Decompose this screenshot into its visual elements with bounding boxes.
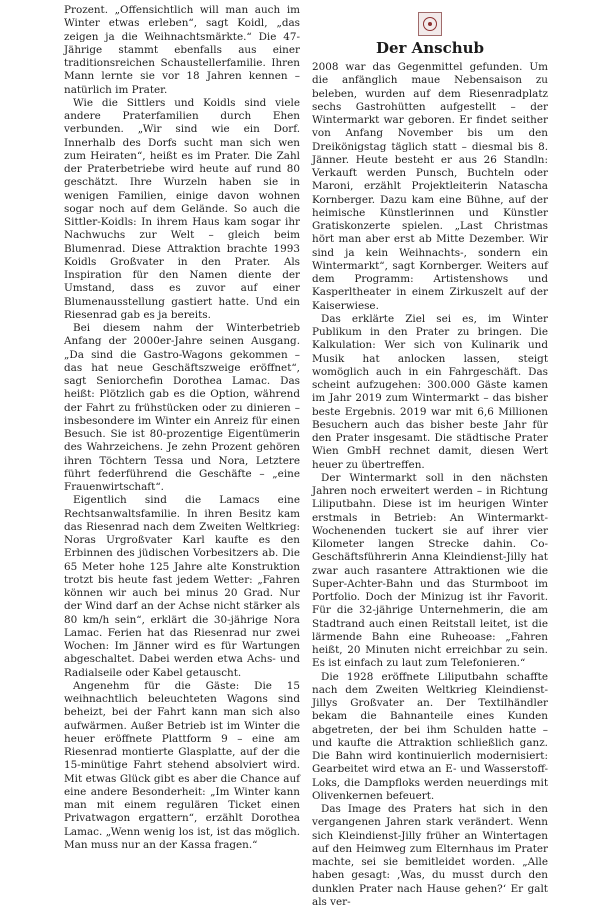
paragraph: 2008 war das Gegenmittel gefunden. Um die anfänglich maue Nebensaison zu beleben, wurden auf dem Riesenradplatz sechs Gastrohütten aufgestellt – der Wintermarkt war geboren. Er findet seither von Anfang November bis um den Dreikönigstag täglich statt – diesmal bis 8. Jänner. Heute besteht er aus 26 Standln: Verkauft werden Punsch, Buchteln oder Maroni, erzählt Projektleiterin Natascha Kornberger. Dazu kam eine Bühne, auf der heimische Künstlerinnen und Künstler Gratiskonzerte spielen. „Last Christmas hört man aber erst ab Mitte Dezember. Wir sind ja kein Weihnachts-, sondern ein Wintermarkt“, sagt Kornberger. Weiters auf dem Programm: Artistenshows und Kasperltheater in einem Zirkuszelt auf der Kaiserwiese.	[312, 61, 548, 312]
paragraph: Eigentlich sind die Lamacs eine Rechtsanwaltsfamilie. In ihren Besitz kam das Riesenrad nach dem Zweiten Weltkrieg: Noras Urgroßvater Karl kaufte es den Erbinnen des jüdischen Vorbesitzers ab. Die 65 Meter hohe 125 Jahre alte Konstruktion trotzt bis heute fast jedem Wetter: „Fahren können wir auch bei minus 20 Grad. Nur der Wind darf an der Achse nicht stärker als 80 km/h sein“, erklärt die 30-jährige Nora Lamac. Ferien hat das Riesenrad nur zwei Wochen: Im Jänner wird es für Wartungen abgeschaltet. Dabei werden etwa Achs- und Radialseile oder Kabel getauscht.	[64, 494, 300, 679]
paragraph: Das Image des Praters hat sich in den vergangenen Jahren stark verändert. Wenn sich Kleindienst-Jilly früher an Wintertagen auf den Heimweg zum Elternhaus im Prater machte, sei sie bemitleidet worden. „Alle haben gesagt: ‚Was, du musst durch den dunklen Prater nach Hause gehen?‘ Er galt als ver-	[312, 803, 548, 908]
paragraph: Der Wintermarkt soll in den nächsten Jahren noch erweitert werden – in Richtung Liliputbahn. Diese ist im heurigen Winter erstmals in Betrieb: An Wintermarkt-Wochenenden tuckert sie auf ihrer vier Kilometer langen Strecke dahin. Co-Geschäftsführerin Anna Kleindienst-Jilly hat zwar auch rasantere Attraktionen wie die Super-Achter-Bahn und das Sturmboot im Portfolio. Doch der Minizug ist ihr Favorit. Für die 32-jährige Unternehmerin, die am Stadtrand auch einen Reitstall leitet, ist die lärmende Bahn eine Ruheoase: „Fahren heißt, 20 Minuten nicht erreichbar zu sein. Es ist einfach zu laut zum Telefonieren.“	[312, 471, 548, 670]
article-column-right	[312, 4, 548, 909]
paragraph: Das erklärte Ziel sei es, im Winter Publikum in den Prater zu bringen. Die Kalkulation: Wer sich von Kulinarik und Musik hat anlocken lassen, steigt womöglich auch in ein Fahrgeschäft. Das scheint aufzugehen: 300.000 Gäste kamen im Jahr 2019 zum Wintermarkt – das bisher beste Ergebnis. 2019 war mit 6,6 Millionen Besuchern auch das bisher beste Jahr für den Prater insgesamt. Die städtische Prater Wien GmbH rechnet damit, diesen Wert heuer zu übertreffen.	[312, 312, 548, 471]
paragraph: Bei diesem nahm der Winterbetrieb Anfang der 2000er-Jahre seinen Ausgang. „Da sind die Gastro-Wagons gekommen – das hat neue Geschäftszweige eröffnet“, sagt Seniorchefin Dorothea Lamac. Das heißt: Plötzlich gab es die Option, während der Fahrt zu frühstücken oder zu dinieren – insbesondere im Winter ein Anreiz für einen Besuch. Sie ist 80-prozentige Eigentümerin des Wahrzeichens. Je zehn Prozent gehören ihren Töchtern Tessa und Nora, Letztere führt federführend die Geschäfte – „eine Frauenwirtschaft“.	[64, 322, 300, 493]
paragraph: Angenehm für die Gäste: Die 15 weihnachtlich beleuchteten Wagons sind beheizt, bei der Fahrt kann man sich also aufwärmen. Außer Betrieb ist im Winter die heuer eröffnete Plattform 9 – eine am Riesenrad montierte Glasplatte, auf der die 15-minütige Fahrt stehend absolviert wird. Mit etwas Glück gibt es aber die Chance auf eine andere Besonderheit: „Im Winter kann man mit einem regulären Ticket einen Privatwagon ergattern“, erzählt Dorothea Lamac. „Wenn wenig los ist, ist das möglich. Man muss nur an der Kassa fragen.“	[64, 679, 300, 851]
section-emblem-icon	[418, 12, 442, 36]
paragraph: Wie die Sittlers und Koidls sind viele andere Praterfamilien durch Ehen verbunden. „Wir sind wie ein Dorf. Innerhalb des Dorfs sucht man sich wen zum Heiraten“, heißt es im Prater. Die Zahl der Praterbetriebe wird heute auf rund 80 geschätzt. Ihre Wurzeln haben sie in wenigen Familien, einige davon wohnen sogar noch auf dem Gelände. So auch die Sittler-Koidls: In ihrem Haus kam sogar ihr Nachwuchs zur Welt – gleich beim Blumenrad. Diese Attraktion brachte 1993 Koidls Großvater in den Prater. Als Inspiration für den Namen diente der Umstand, dass es zuvor auf einer Blumenausstellung gastiert hatte. Und ein Riesenrad gab es ja bereits.	[64, 96, 300, 321]
paragraph: Prozent. „Offensichtlich will man auch im Winter etwas erleben“, sagt Koidl, „das zeigen ja die Weihnachtsmärkte.“ Die 47-Jährige stammt ebenfalls aus einer traditionsreichen Schaustellerfamilie. Ihren Mann lernte sie vor 18 Jahren kennen – natürlich im Prater.	[64, 4, 300, 96]
paragraph: Die 1928 eröffnete Liliputbahn schaffte nach dem Zweiten Weltkrieg Kleindienst-Jillys Großvater an. Der Textilhändler bekam die Bahnanteile eines Kunden abgetreten, der bei ihm Schulden hatte – und kaufte die Attraktion schließlich ganz. Die Bahn wird kontinuierlich modernisiert: Gearbeitet wird etwa an E- und Wasserstoff-Loks, die Dampfloks werden neuerdings mit Olivenkernen befeuert.	[312, 670, 548, 802]
section-heading: Der Anschub	[375, 39, 485, 57]
article-column-left	[64, 4, 300, 852]
